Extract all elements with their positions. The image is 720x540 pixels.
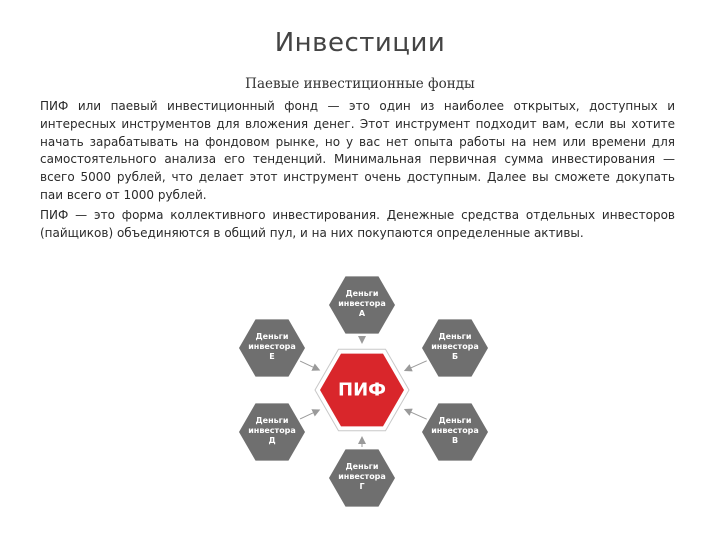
- investor-label-line: Деньги: [345, 289, 379, 298]
- connector-b: [406, 361, 427, 370]
- investor-label-line: Д: [268, 436, 276, 445]
- investor-label-line: Деньги: [438, 332, 472, 341]
- investor-label-line: Деньги: [255, 332, 289, 341]
- investor-label-line: инвестора: [338, 299, 386, 308]
- investor-label-line: инвестора: [431, 342, 479, 351]
- paragraph-definition: ПИФ или паевый инвестиционный фонд — это один из наиболее открытых, доступных и интересных инструментов для вложения денег. Этот инструмент подходит вам, если вы хотите начать зарабатывать на фондовом рынке, но у вас нет опыта работы на нем или времени для самостоятельного анализа его тенденций. Минимальная первичная сумма инвестирования — всего 5000 рублей, что делает этот инструмент очень доступным. Далее вы сможете докупать паи всего от 1000 рублей.: [40, 99, 675, 202]
- investor-label-line: инвестора: [248, 426, 296, 435]
- investor-label-line: инвестора: [248, 342, 296, 351]
- investor-label-line: Е: [269, 352, 275, 361]
- investor-node-d: [239, 403, 305, 460]
- investor-label-line: инвестора: [431, 426, 479, 435]
- investor-label-line: Б: [451, 352, 459, 361]
- investor-node-e: [239, 319, 305, 376]
- center-label: ПИФ: [338, 379, 386, 401]
- investor-node-v: [422, 403, 488, 460]
- connector-e: [300, 361, 318, 370]
- investor-label-line: Деньги: [438, 416, 472, 425]
- investor-label-line: Г: [359, 482, 365, 491]
- investor-label-line: А: [358, 309, 366, 318]
- page-title: Инвестиции: [274, 28, 446, 58]
- connector-v: [406, 410, 427, 419]
- page-subtitle: Паевые инвестиционные фонды: [245, 76, 475, 92]
- center-node: [315, 349, 409, 430]
- investor-node-g: [329, 449, 395, 506]
- investor-node-a: [329, 276, 395, 333]
- investor-label-line: В: [451, 436, 459, 445]
- connector-d: [300, 410, 318, 419]
- investor-label-line: Деньги: [345, 462, 379, 471]
- investor-node-b: [422, 319, 488, 376]
- investor-label-line: Деньги: [255, 416, 289, 425]
- investor-label-line: инвестора: [338, 472, 386, 481]
- paragraph-collective: ПИФ — это форма коллективного инвестирования. Денежные средства отдельных инвесторов (пайщиков) объединяются в общий пул, и на них покупаются определенные активы.: [40, 207, 675, 240]
